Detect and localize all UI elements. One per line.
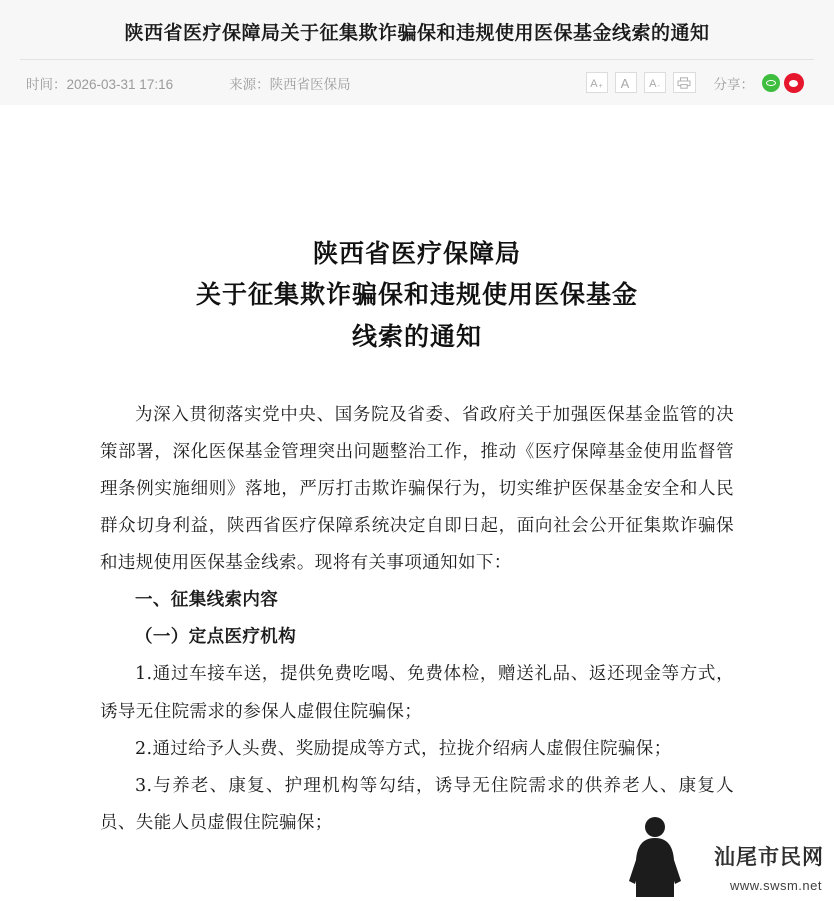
share-label: 分享： — [713, 76, 754, 92]
watermark-url: www.swsm.net — [730, 878, 822, 893]
font-size-large-label: A — [590, 78, 598, 90]
font-size-medium-button[interactable] — [615, 72, 637, 93]
font-size-controls — [586, 72, 696, 93]
watermark-text: 汕尾市民网 — [714, 845, 824, 869]
font-size-medium-label: A — [620, 76, 630, 91]
weibo-share-icon[interactable] — [784, 73, 804, 93]
page-title: 陕西省医疗保障局关于征集欺诈骗保和违规使用医保基金线索的通知 — [124, 22, 710, 44]
article-source-value: 陕西省医保局 — [269, 76, 351, 92]
article-title-line-3: 线索的通知 — [351, 321, 482, 351]
printer-icon — [677, 77, 691, 89]
font-size-small-label: A — [649, 78, 657, 90]
wechat-share-icon[interactable] — [762, 74, 780, 92]
font-size-large-button[interactable] — [586, 72, 608, 93]
article-source — [229, 73, 351, 93]
article-body — [0, 105, 834, 842]
article-source-label: 来源： — [229, 76, 270, 92]
font-size-small-sup: - — [657, 83, 660, 90]
paragraph-item-2: 2.通过给予人头费、奖励提成等方式，拉拢介绍病人虚假住院骗保； — [135, 738, 672, 759]
article-paragraphs — [100, 357, 734, 842]
font-size-small-button[interactable] — [644, 72, 666, 93]
publish-time-value: 2026-03-31 17:16 — [66, 76, 174, 92]
page-header — [0, 0, 834, 105]
heading-section-one: 一、征集线索内容 — [135, 590, 279, 611]
article-title-line-2: 关于征集欺诈骗保和违规使用医保基金 — [195, 280, 638, 310]
article-meta-bar — [20, 59, 814, 105]
article-title — [100, 105, 734, 357]
paragraph-item-3: 3.与养老、康复、护理机构等勾结，诱导无住院需求的供养老人、康复人员、失能人员虚假住院骗保； — [100, 775, 734, 833]
article-title-line-1: 陕西省医疗保障局 — [312, 239, 521, 268]
paragraph-intro: 为深入贯彻落实党中央、国务院及省委、省政府关于加强医保基金监管的决策部署，深化医保基金管理突出问题整治工作，推动《医疗保障基金使用监督管理条例实施细则》落地，严厉打击欺诈骗保行为，切实维护医保基金安全和人民群众切身利益，陕西省医疗保障系统决定自即日起，面向社会公开征集欺诈骗保和违规使用医保基金线索。现将有关事项通知如下： — [100, 404, 734, 574]
font-size-large-sup: + — [598, 83, 603, 90]
publish-time — [26, 73, 173, 93]
heading-subsection-one: （一）定点医疗机构 — [135, 627, 297, 648]
print-button[interactable] — [673, 72, 696, 93]
share-icon-group — [762, 73, 804, 93]
paragraph-item-1: 1.通过车接车送，提供免费吃喝、免费体检，赠送礼品、返还现金等方式，诱导无住院需求的参保人虚假住院骗保； — [100, 664, 734, 722]
publish-time-label: 时间： — [26, 76, 67, 92]
